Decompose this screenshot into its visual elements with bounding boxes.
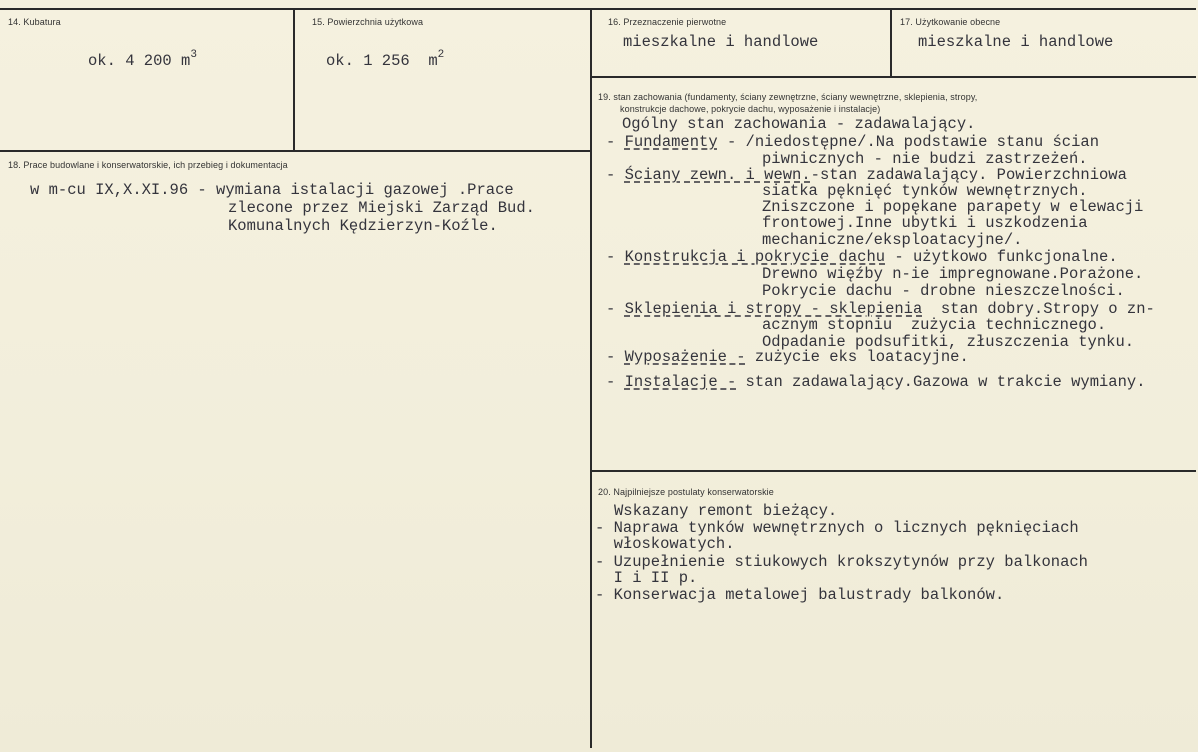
stan-line: acznym stopniu zużycia technicznego. <box>762 316 1107 334</box>
stan-general: Ogólny stan zachowania - zadawalający. <box>622 115 976 133</box>
label-powierzchnia: 15. Powierzchnia użytkowa <box>312 17 424 27</box>
rule-right-lower <box>592 470 1196 472</box>
stan-line: Zniszczone i popękane parapety w elewacji <box>762 198 1144 216</box>
stan-item-fundamenty: - Fundamenty - /niedostępne/.Na podstawie stanu ścian <box>606 133 1100 151</box>
postulat-line: - Konserwacja metalowej balustrady balkonów. <box>595 586 1005 604</box>
value-przeznaczenie: mieszkalne i handlowe <box>623 33 819 51</box>
prace-line-2: zlecone przez Miejski Zarząd Bud. <box>228 199 535 217</box>
stan-line: Pokrycie dachu - drobne nieszczelności. <box>762 282 1125 300</box>
value-uzytkowanie: mieszkalne i handlowe <box>918 33 1114 51</box>
label-postulaty: 20. Najpilniejsze postulaty konserwatorskie <box>598 487 774 497</box>
stan-line: Drewno więźby n-ie impregnowane.Porażone. <box>762 265 1144 283</box>
stan-line: frontowej.Inne ubytki i uszkodzenia <box>762 214 1088 232</box>
stan-item-dach: - Konstrukcja i pokrycie dachu - użytkowo funkcjonalne. <box>606 248 1118 266</box>
value-powierzchnia: ok. 1 256 $m^2$ <box>326 49 445 70</box>
label-prace: 18. Prace budowlane i konserwatorskie, ich przebieg i dokumentacja <box>8 160 288 170</box>
value-kubatura: ok. 4 200 $m^3$ <box>88 49 197 70</box>
label-stan-1: 19. stan zachowania (fundamenty, ściany zewnętrzne, ściany wewnętrzne, sklepienia, stropy, <box>598 92 978 102</box>
divider-main <box>590 8 592 748</box>
rule-right-upper <box>592 76 1196 78</box>
prace-line-1: w m-cu IX,X.XI.96 - wymiana istalacji gazowej .Prace <box>30 181 514 199</box>
prace-line-3: Komunalnych Kędzierzyn-Koźle. <box>228 217 498 235</box>
top-rule <box>0 8 1196 10</box>
label-stan-2: konstrukcje dachowe, pokrycie dachu, wyposażenie i instalacje) <box>620 104 881 114</box>
postulat-line: I i II p. <box>595 569 698 587</box>
stan-line: siatka pęknięć tynków wewnętrznych. <box>762 182 1088 200</box>
stan-line: mechaniczne/eksploatacyjne/. <box>762 231 1023 249</box>
postulat-line: włoskowatych. <box>595 535 735 553</box>
label-przeznaczenie: 16. Przeznaczenie pierwotne <box>608 17 727 27</box>
label-uzytkowanie: 17. Użytkowanie obecne <box>900 17 1001 27</box>
label-kubatura: 14. Kubatura <box>8 17 61 27</box>
stan-line: Odpadanie podsufitki, złuszczenia tynku. <box>762 333 1135 351</box>
divider-16-17 <box>890 8 892 77</box>
stan-item-sklepienia: - Sklepienia i stropy - sklepienia stan dobry.Stropy o zn- <box>606 300 1155 318</box>
stan-item-sciany: - Ściany zewn. i wewn.-stan zadawalający. Powierzchniowa <box>606 166 1127 184</box>
divider-14-15 <box>293 8 295 151</box>
postulat-line: - Naprawa tynków wewnętrznych o licznych pęknięciach <box>595 519 1079 537</box>
postulat-line: - Uzupełnienie stiukowych krokszytynów przy balkonach <box>595 553 1088 571</box>
stan-line: piwnicznych - nie budzi zastrzeżeń. <box>762 150 1088 168</box>
stan-item-wyposazenie: - Wyposażenie - zużycie eks loatacyjne. <box>606 348 969 366</box>
stan-item-instalacje: - Instalacje - stan zadawalający.Gazowa w trakcie wymiany. <box>606 373 1146 391</box>
postulat-line: Wskazany remont bieżący. <box>614 502 838 520</box>
rule-left-mid <box>0 150 592 152</box>
